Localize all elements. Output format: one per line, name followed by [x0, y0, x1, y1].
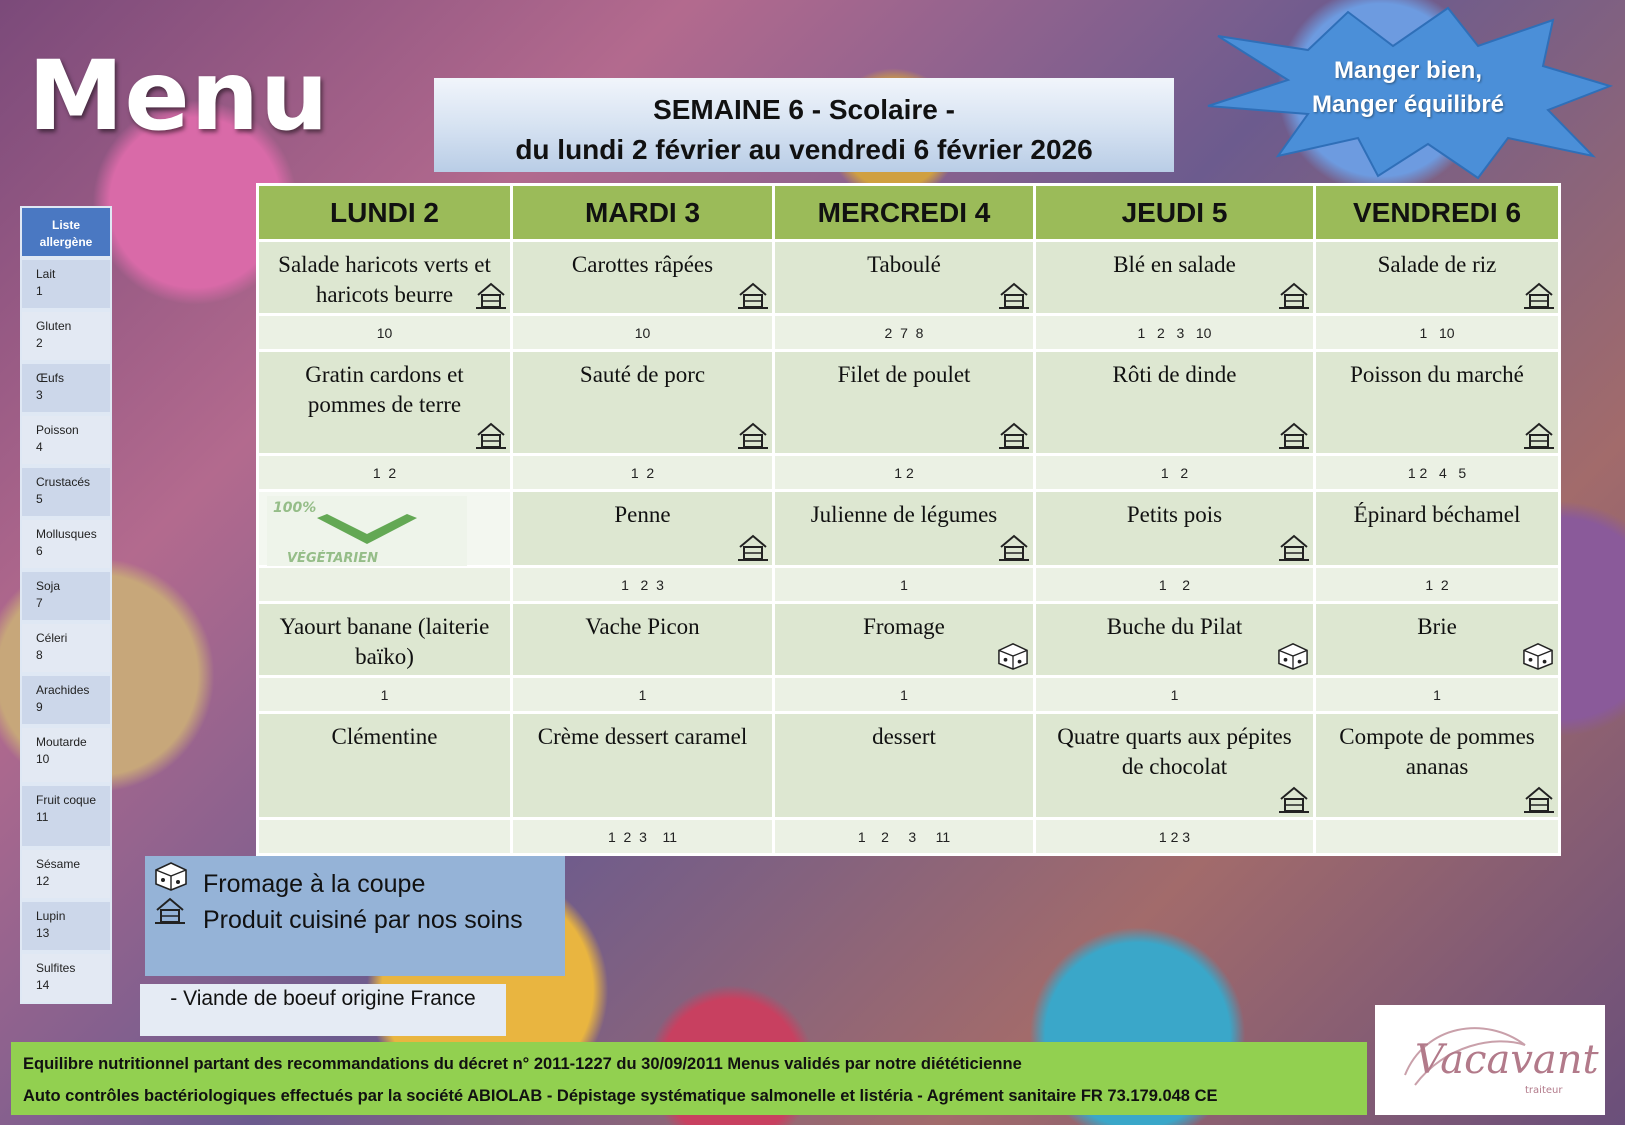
house-icon	[1522, 785, 1556, 815]
allergen-number: 14	[36, 978, 50, 992]
allergen-item	[20, 570, 112, 622]
dish-cell	[1315, 713, 1560, 819]
legend-box	[145, 856, 565, 976]
allergen-number: 8	[36, 648, 43, 662]
dish-name: Sauté de porc	[579, 362, 706, 387]
footer-line-1: Equilibre nutritionnel partant des recommandations du décret n° 2011-1227 du 30/09/2011 Menus validés par notre diététicienne	[23, 1055, 1022, 1073]
allergen-name: Lait	[36, 267, 56, 281]
allergen-codes	[258, 567, 512, 603]
allergen-code-row	[258, 677, 1560, 713]
dish-name: Taboulé	[867, 252, 941, 277]
allergen-number: 9	[36, 700, 43, 714]
allergen-name: Mollusques	[36, 527, 97, 541]
allergen-number: 13	[36, 926, 50, 940]
dish-cell	[258, 241, 512, 315]
dish-cell	[774, 603, 1035, 677]
allergen-number: 12	[36, 874, 50, 888]
allergen-codes: 10	[512, 315, 774, 351]
allergen-codes: 1 2	[1315, 567, 1560, 603]
allergen-title-line-2: allergène	[39, 235, 93, 249]
dish-name: Buche du Pilat	[1106, 614, 1243, 639]
allergen-item	[20, 952, 112, 1004]
house-icon	[997, 281, 1031, 311]
allergen-code-row	[258, 567, 1560, 603]
dish-row	[258, 351, 1560, 455]
dish-cell	[512, 603, 774, 677]
dish-name: Vache Picon	[585, 614, 700, 639]
house-icon	[474, 421, 508, 451]
allergen-codes: 1	[774, 567, 1035, 603]
cheese-icon	[153, 860, 189, 892]
allergen-codes	[258, 819, 512, 855]
allergen-number: 5	[36, 492, 43, 506]
house-icon	[736, 533, 770, 563]
allergen-item	[20, 414, 112, 466]
dish-cell	[1315, 241, 1560, 315]
allergen-code-row	[258, 819, 1560, 855]
dish-cell	[774, 351, 1035, 455]
dish-name: Salade de riz	[1377, 252, 1497, 277]
allergen-codes: 1 2 3 10	[1035, 315, 1315, 351]
dish-cell	[258, 603, 512, 677]
allergen-item	[20, 674, 112, 726]
allergen-name: Lupin	[36, 909, 66, 923]
dish-name: Quatre quarts aux pépites de chocolat	[1057, 724, 1292, 779]
dish-cell	[1315, 491, 1560, 567]
house-icon	[153, 896, 187, 926]
footer	[11, 1042, 1367, 1115]
logo-text: Vacavant	[1415, 1037, 1599, 1083]
dish-cell	[512, 351, 774, 455]
allergen-number: 4	[36, 440, 43, 454]
dish-name: Petits pois	[1126, 502, 1223, 527]
allergen-item	[20, 900, 112, 952]
veg-badge-bottom: VÉGÉTARIEN	[287, 551, 379, 566]
allergen-name: Moutarde	[36, 735, 87, 749]
house-icon	[1522, 281, 1556, 311]
allergen-codes: 1	[1315, 677, 1560, 713]
allergen-codes	[1315, 819, 1560, 855]
dish-cell	[774, 713, 1035, 819]
allergen-item	[20, 726, 112, 784]
allergen-codes: 10	[258, 315, 512, 351]
dish-cell	[1035, 491, 1315, 567]
house-icon	[736, 281, 770, 311]
day-header: JEUDI 5	[1035, 185, 1315, 241]
day-header: VENDREDI 6	[1315, 185, 1560, 241]
allergen-number: 3	[36, 388, 43, 402]
cheese-icon	[995, 641, 1031, 671]
dish-cell	[1315, 603, 1560, 677]
house-icon	[1277, 785, 1311, 815]
dish-cell	[258, 351, 512, 455]
dish-name: Yaourt banane (laiterie baïko)	[279, 614, 490, 669]
week-line-2: du lundi 2 février au vendredi 6 février 2026	[515, 134, 1093, 165]
day-header: MERCREDI 4	[774, 185, 1035, 241]
dish-name: Brie	[1417, 614, 1457, 639]
allergen-number: 6	[36, 544, 43, 558]
dish-name: Épinard béchamel	[1353, 502, 1521, 527]
cheese-icon	[1520, 641, 1556, 671]
house-icon	[1522, 421, 1556, 451]
dish-cell	[1035, 241, 1315, 315]
slogan-line-1: Manger bien,	[1333, 57, 1483, 84]
allergen-codes: 1	[774, 677, 1035, 713]
allergen-codes: 1 2	[512, 455, 774, 491]
allergen-codes: 1 2	[774, 455, 1035, 491]
allergen-code-row	[258, 315, 1560, 351]
dish-row	[258, 491, 1560, 567]
allergen-item	[20, 784, 112, 848]
allergen-name: Gluten	[36, 319, 72, 333]
house-icon	[1277, 533, 1311, 563]
dish-cell	[258, 713, 512, 819]
allergen-name: Fruit coque	[36, 793, 97, 807]
dish-name: Carottes râpées	[571, 252, 714, 277]
allergen-number: 1	[36, 284, 43, 298]
allergen-codes: 1	[512, 677, 774, 713]
allergen-name: Arachides	[36, 683, 90, 697]
dish-name: Clémentine	[331, 724, 438, 749]
allergen-number: 2	[36, 336, 43, 350]
allergen-list-title	[20, 206, 112, 258]
dish-row	[258, 713, 1560, 819]
veg-badge-top: 100%	[273, 500, 317, 516]
legend-cheese-label: Fromage à la coupe	[203, 870, 426, 898]
logo-subtext: traiteur	[1525, 1085, 1563, 1096]
allergen-codes: 1 10	[1315, 315, 1560, 351]
dish-name: Blé en salade	[1113, 252, 1236, 277]
allergen-codes: 1 2	[258, 455, 512, 491]
dish-cell	[1035, 351, 1315, 455]
dish-name: dessert	[872, 724, 936, 749]
legend-house-label: Produit cuisiné par nos soins	[203, 906, 523, 934]
vacavant-logo	[1375, 1005, 1605, 1115]
dish-cell	[774, 491, 1035, 567]
beef-origin-note: - Viande de boeuf origine France	[140, 984, 506, 1036]
allergen-name: Soja	[36, 579, 61, 593]
day-header-row	[258, 185, 1560, 241]
allergen-name: Crustacés	[36, 475, 91, 489]
dish-name: Fromage	[863, 614, 945, 639]
allergen-name: Céleri	[36, 631, 68, 645]
dish-cell	[512, 713, 774, 819]
allergen-name: Sulfites	[36, 961, 76, 975]
allergen-name: Poisson	[36, 423, 79, 437]
cheese-icon	[1275, 641, 1311, 671]
dish-name: Filet de poulet	[837, 362, 971, 387]
allergen-number: 11	[36, 810, 49, 824]
vegetarian-badge-icon	[267, 496, 467, 566]
dish-cell	[1035, 713, 1315, 819]
allergen-codes: 1 2 3 11	[512, 819, 774, 855]
allergen-codes: 1 2	[1035, 567, 1315, 603]
dish-row	[258, 603, 1560, 677]
allergen-item	[20, 622, 112, 674]
dish-cell	[512, 241, 774, 315]
allergen-codes: 1	[1035, 677, 1315, 713]
menu-title: Menu	[28, 40, 330, 152]
allergen-code-row	[258, 455, 1560, 491]
house-icon	[1277, 281, 1311, 311]
allergen-item	[20, 310, 112, 362]
house-icon	[997, 421, 1031, 451]
allergen-item	[20, 258, 112, 310]
dish-name: Compote de pommes ananas	[1339, 724, 1535, 779]
allergen-name: Sésame	[36, 857, 81, 871]
allergen-codes: 1	[258, 677, 512, 713]
dish-name: Poisson du marché	[1350, 362, 1524, 387]
day-header: LUNDI 2	[258, 185, 512, 241]
allergen-codes: 1 2 3	[512, 567, 774, 603]
house-icon	[997, 533, 1031, 563]
allergen-codes: 1 2 3 11	[774, 819, 1035, 855]
allergen-codes: 2 7 8	[774, 315, 1035, 351]
day-header: MARDI 3	[512, 185, 774, 241]
slogan-line-2: Manger équilibré	[1311, 91, 1505, 118]
allergen-codes: 1 2 4 5	[1315, 455, 1560, 491]
dish-name: Penne	[614, 502, 671, 527]
allergen-name: Œufs	[36, 371, 65, 385]
footer-line-2: Auto contrôles bactériologiques effectués par la société ABIOLAB - Dépistage systématique salmonelle et listéria - Agrément sanitaire FR 73.179.048 CE	[23, 1087, 1218, 1105]
allergen-item	[20, 362, 112, 414]
dish-cell	[1035, 603, 1315, 677]
menu-table	[256, 183, 1561, 856]
dish-cell	[512, 491, 774, 567]
allergen-number: 10	[36, 752, 50, 766]
dish-cell	[774, 241, 1035, 315]
allergen-item	[20, 466, 112, 518]
week-line-1: SEMAINE 6 - Scolaire -	[653, 94, 955, 125]
dish-row	[258, 241, 1560, 315]
dish-name: Rôti de dinde	[1112, 362, 1237, 387]
slogan-burst	[1198, 6, 1618, 182]
dish-name: Salade haricots verts et haricots beurre	[278, 252, 491, 307]
house-icon	[1277, 421, 1311, 451]
allergen-item	[20, 848, 112, 900]
allergen-codes: 1 2	[1035, 455, 1315, 491]
house-icon	[474, 281, 508, 311]
allergen-codes: 1 2 3	[1035, 819, 1315, 855]
allergen-item	[20, 518, 112, 570]
dish-cell	[1315, 351, 1560, 455]
week-header	[434, 78, 1174, 172]
house-icon	[736, 421, 770, 451]
dish-name: Julienne de légumes	[810, 502, 998, 527]
allergen-number: 7	[36, 596, 43, 610]
dish-cell	[258, 491, 512, 567]
allergen-title-line-1: Liste	[51, 218, 80, 232]
dish-name: Crème dessert caramel	[537, 724, 748, 749]
allergen-list	[20, 206, 112, 1004]
dish-name: Gratin cardons et pommes de terre	[305, 362, 464, 417]
